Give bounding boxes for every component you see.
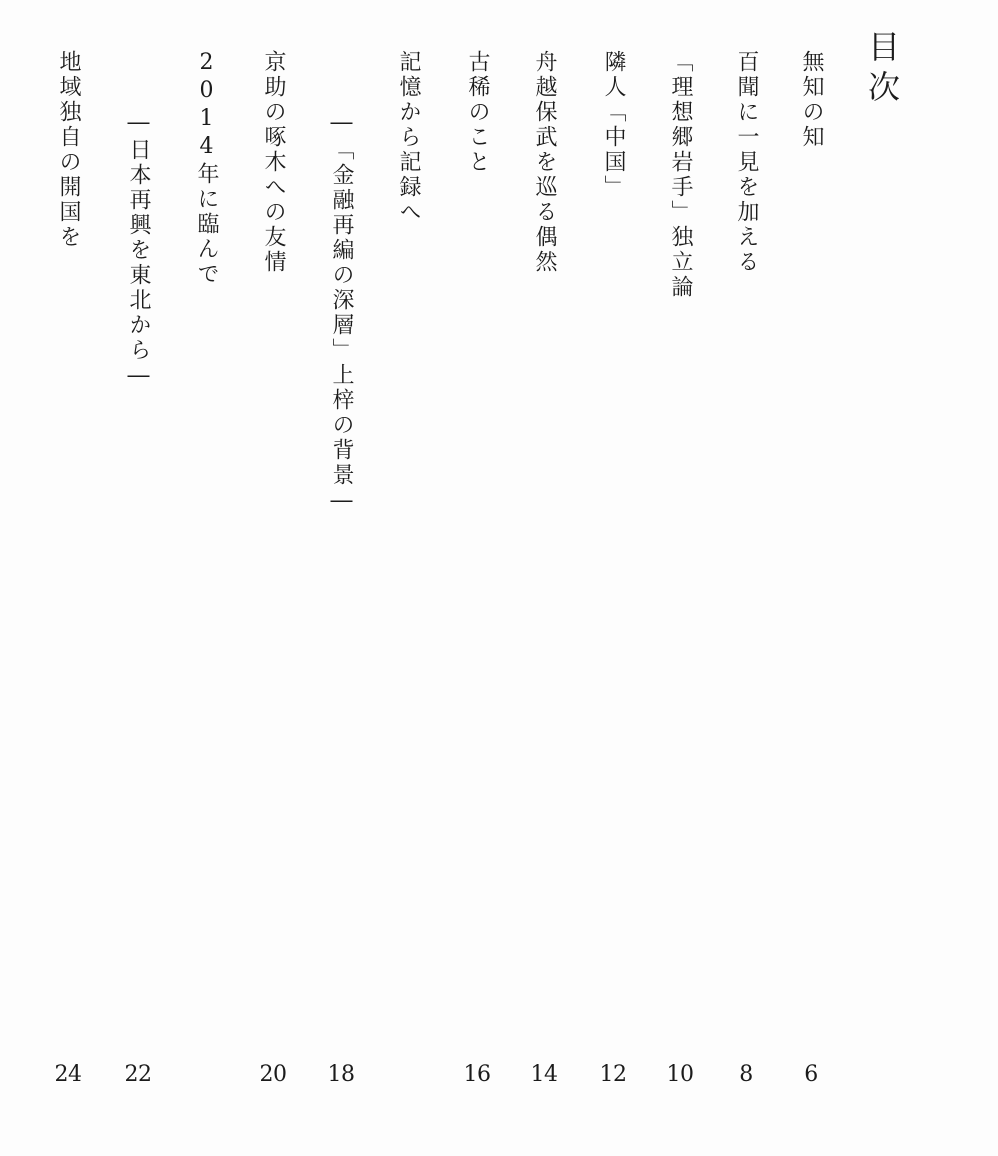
page-number: 6 <box>804 1062 818 1087</box>
toc-entry-title: 記憶から記録へ <box>396 50 421 225</box>
page-number: 16 <box>463 1062 491 1087</box>
page-number: 8 <box>739 1062 753 1087</box>
toc-entry-subtitle-column <box>324 110 358 1050</box>
toc-entry-title: 京助の啄木への友情 <box>261 50 286 275</box>
toc-entry-subtitle-column <box>121 110 155 1050</box>
toc-entry-title: 舟越保武を巡る偶然 <box>532 50 557 275</box>
toc-entry-subtitle: ―「金融再編の深層」上梓の背景― <box>329 110 354 516</box>
toc-entry-title: 「理想郷岩手」独立論 <box>668 50 693 300</box>
toc-entry <box>460 50 494 1050</box>
toc-entry-subtitle: ―日本再興を東北から― <box>126 110 151 391</box>
toc-title: 目次 <box>863 30 901 110</box>
page-number: 20 <box>259 1062 287 1087</box>
page-number: 10 <box>666 1062 694 1087</box>
toc-entry-title: 無知の知 <box>799 50 824 150</box>
toc-entry <box>51 50 85 1050</box>
toc-entry <box>527 50 561 1050</box>
toc-entry-title: 2014年に臨んで <box>194 50 219 287</box>
page-number: 14 <box>530 1062 558 1087</box>
toc-entry-title: 百聞に一見を加える <box>734 50 759 275</box>
toc-entry-title: 地域独自の開国を <box>56 50 81 250</box>
toc-entry <box>596 50 630 1050</box>
page-number: 24 <box>54 1062 82 1087</box>
toc-entry <box>729 50 763 1050</box>
toc-entry <box>794 50 828 1050</box>
toc-entry <box>663 50 697 1050</box>
page-number: 18 <box>327 1062 355 1087</box>
toc-entry-title: 隣人「中国」 <box>601 50 626 200</box>
page-number: 12 <box>599 1062 627 1087</box>
toc-entry-title: 古稀のこと <box>465 50 490 175</box>
page-number: 22 <box>124 1062 152 1087</box>
toc-entry <box>256 50 290 1050</box>
